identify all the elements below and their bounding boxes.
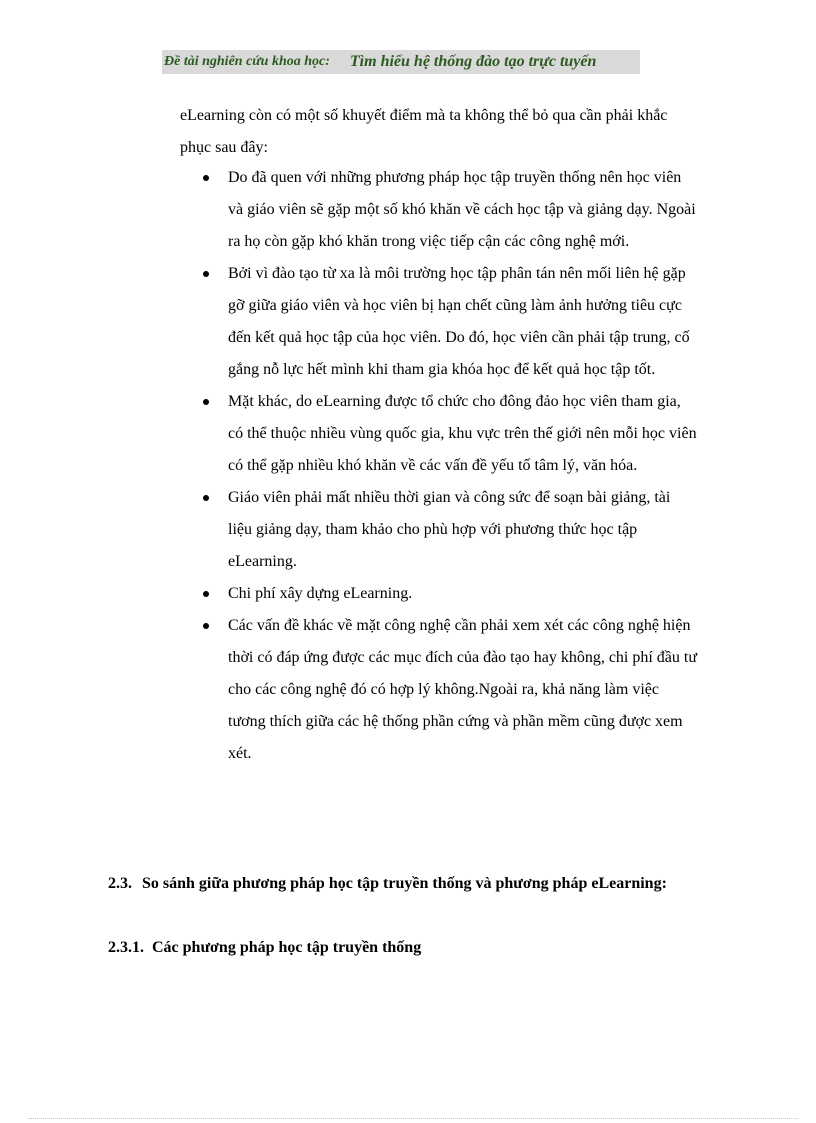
list-item-text: Do đã quen với những phương pháp học tập truyền thống nên học viên và giáo viên sẽ gặp một số khó khăn về cách học tập và giảng dạy. Ngoài ra họ còn gặp khó khăn trong việc tiếp cận các công nghệ mới. (228, 169, 696, 250)
list-item-text: Chi phí xây dựng eLearning. (228, 585, 413, 602)
header-title: Tìm hiểu hệ thống đào tạo trực tuyến (349, 53, 597, 70)
bullet-icon (203, 591, 209, 597)
list-item (198, 610, 698, 770)
header-label: Đề tài nghiên cứu khoa học: (164, 54, 330, 69)
list-item (198, 258, 698, 386)
list-item-text: Các vấn đề khác về mặt công nghệ cần phải xem xét các công nghệ hiện thời có đáp ứng được các mục đích của đào tạo hay không, chi phí đầu tư cho các công nghệ đó có hợp lý không.Ngoài ra, khả năng làm việc tương thích giữa các hệ thống phần cứng và phần mềm cũng được xem xét. (228, 617, 698, 762)
intro-paragraph: eLearning còn có một số khuyết điểm mà ta không thể bỏ qua cần phải khắc phục sau đây: (180, 107, 668, 156)
list-item (198, 482, 698, 578)
list-item (198, 386, 698, 482)
bullet-icon (203, 495, 209, 501)
bullet-icon (203, 271, 209, 277)
drawbacks-list (198, 162, 698, 770)
section-number: 2.3.1. (108, 939, 144, 956)
bullet-icon (203, 623, 209, 629)
section-heading-2-3 (108, 868, 668, 900)
section-number: 2.3. (108, 875, 132, 892)
section-title: Các phương pháp học tập truyền thống (152, 939, 422, 956)
running-header (162, 50, 640, 74)
list-item (198, 162, 698, 258)
section-heading-2-3-1 (108, 932, 668, 964)
list-item-text: Giáo viên phải mất nhiều thời gian và công sức để soạn bài giảng, tài liệu giảng dạy, tham khảo cho phù hợp với phương thức học tập eLearning. (228, 489, 671, 570)
section-title: So sánh giữa phương pháp học tập truyền thống và phương pháp eLearning: (142, 875, 667, 892)
bullet-icon (203, 175, 209, 181)
list-item-text: Bởi vì đào tạo từ xa là môi trường học tập phân tán nên mối liên hệ gặp gỡ giữa giáo viên và học viên bị hạn chết cũng làm ảnh hưởng tiêu cực đến kết quả học tập của học viên. Do đó, học viên cần phải tập trung, cố gắng nỗ lực hết mình khi tham gia khóa học để kết quả học tập tốt. (228, 265, 690, 378)
bullet-icon (203, 399, 209, 405)
list-item-text: Mặt khác, do eLearning được tổ chức cho đông đảo học viên tham gia, có thể thuộc nhiều vùng quốc gia, khu vực trên thế giới nên mỗi học viên có thể gặp nhiều khó khăn về các vấn đề yếu tố tâm lý, văn hóa. (228, 393, 697, 474)
list-item (198, 578, 698, 610)
page-bottom-divider (28, 1118, 798, 1119)
